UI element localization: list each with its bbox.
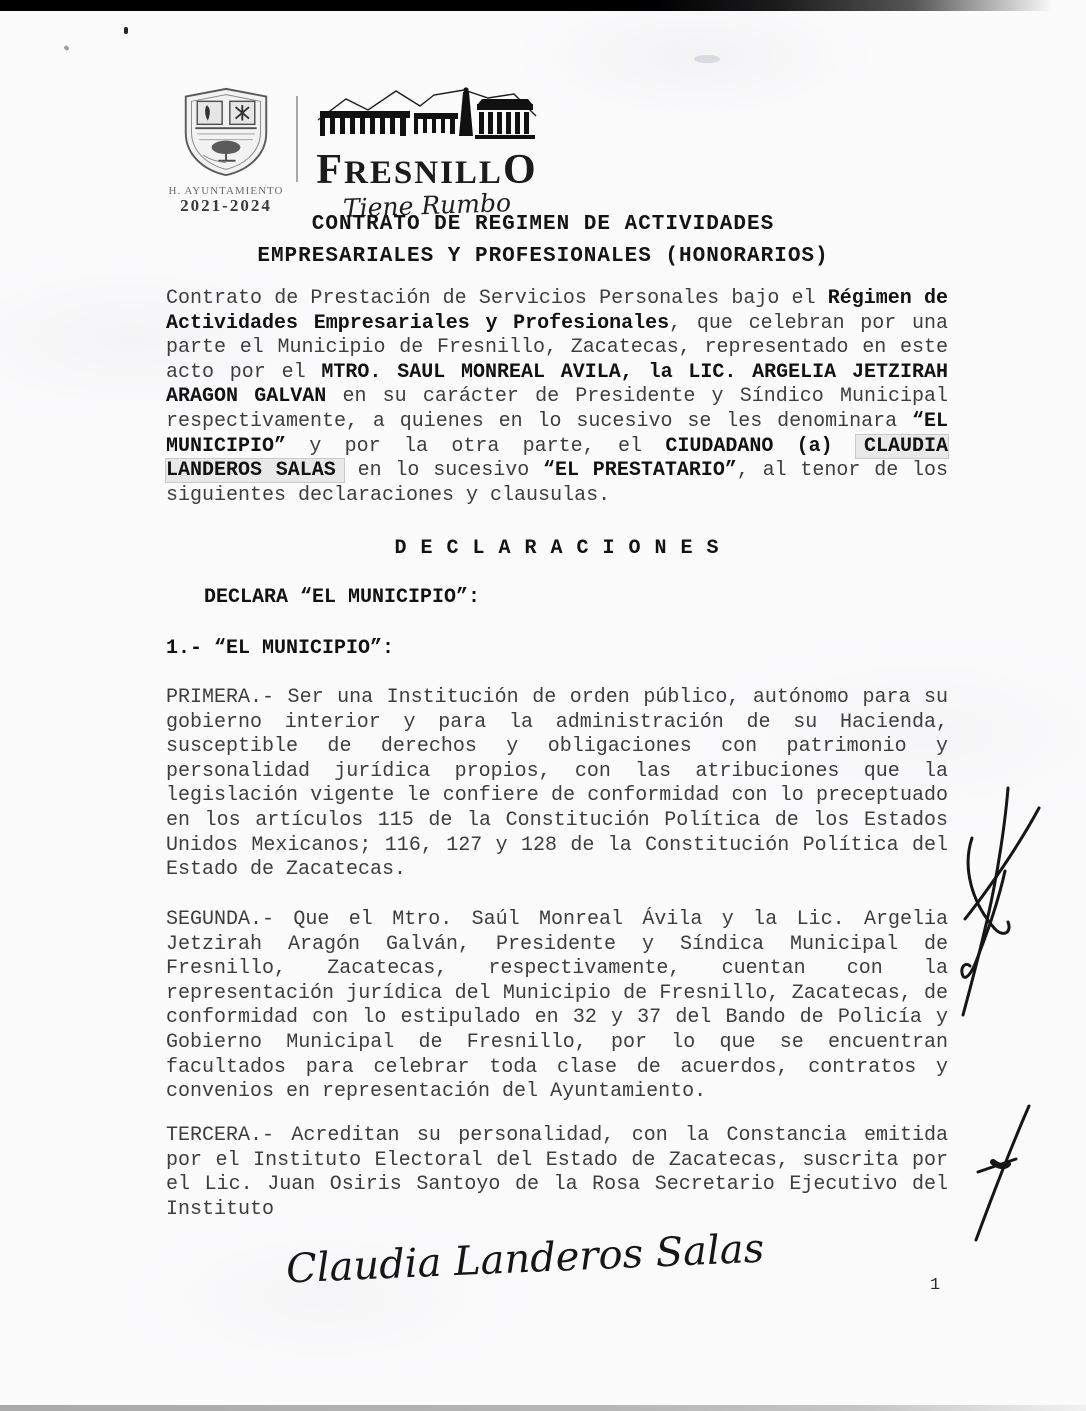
clause-tercera: TERCERA.- Acreditan su personalidad, con la Constancia emitida por el Instituto Electoral del Estado de Zacatecas, suscrita por el Lic. Juan Osiris Santoyo de la Rosa Secretario Ejecutivo del Instituto bbox=[166, 1124, 948, 1221]
item1-heading: 1.- “EL MUNICIPIO”: bbox=[166, 637, 395, 660]
text-run: , al tenor de los siguientes declaraciones y clausulas. bbox=[166, 459, 949, 507]
margin-initials-scribble-icon bbox=[953, 783, 1053, 1023]
fresnillo-wordmark bbox=[302, 149, 552, 191]
skyline-icon bbox=[316, 86, 538, 142]
bold-run: CIUDADANO (a) bbox=[665, 434, 856, 458]
wordmark-initial: F bbox=[316, 147, 345, 193]
text-run: , que celebran por una parte el Municipio de Fresnillo, Zacatecas, representado en este acto por el bbox=[166, 311, 948, 384]
clause-segunda: SEGUNDA.- Que el Mtro. Saúl Monreal Ávila y la Lic. Argelia Jetzirah Aragón Galván, Presidente y Síndica Municipal de Fresnillo, Zacatecas, respectivamente, cuentan con la representación jurídica del Municipio de Fresnillo, Zacatecas, de conformidad con lo estipulado en 32 y 37 del Bando de Policía y Gobierno Municipal de Fresnillo, por lo que se encuentran facultados para celebrar toda clase de acuerdos, contratos y convenios en representación del Ayuntamiento. bbox=[166, 908, 948, 1104]
crest-shield-icon bbox=[178, 86, 274, 178]
document-title-line2: EMPRESARIALES Y PROFESIONALES (HONORARIOS) bbox=[257, 245, 829, 268]
page-number: 1 bbox=[930, 1276, 941, 1295]
scan-artifact-bottom-band bbox=[0, 1405, 1086, 1411]
scan-speck bbox=[63, 45, 69, 51]
wordmark-final: O bbox=[502, 147, 538, 193]
logo-divider bbox=[296, 96, 298, 182]
declaraciones-heading: D E C L A R A C I O N E S bbox=[394, 537, 720, 560]
bold-run: “EL PRESTATARIO” bbox=[543, 459, 737, 483]
handwritten-signature: Claudia Landeros Salas bbox=[285, 1225, 766, 1293]
scan-artifact-top-band bbox=[0, 0, 1086, 11]
crest-caption: H. AYUNTAMIENTO bbox=[168, 185, 284, 197]
highlighted-name: CLAUDIA LANDEROS SALAS bbox=[166, 434, 948, 483]
scan-speck bbox=[124, 27, 128, 34]
bold-run: MTRO. SAUL MONREAL AVILA, la LIC. ARGELIA JETZIRAH ARAGON GALVAN bbox=[166, 360, 948, 409]
text-run: Contrato de Prestación de Servicios Personales bajo el bbox=[166, 287, 828, 310]
text-run: y por la otra parte, el bbox=[286, 434, 666, 458]
intro-paragraph bbox=[166, 287, 948, 508]
bold-run: Régimen de Actividades Empresariales y Profesionales bbox=[166, 287, 948, 335]
fresnillo-logo bbox=[302, 86, 552, 223]
document-title-line1: CONTRATO DE REGIMEN DE ACTIVIDADES bbox=[311, 213, 775, 236]
text-run: en lo sucesivo bbox=[343, 459, 544, 483]
clause-primera: PRIMERA.- Ser una Institución de orden público, autónomo para su gobierno interior y para la administración de su Hacienda, susceptible de derechos y obligaciones con patrimonio y personalidad jurídica propios, con las atribuciones que la legislación vigente le confiere de conformidad con lo preceptuado en los artículos 115 de la Constitución Política de los Estados Unidos Mexicanos; 116, 127 y 128 de la Constitución Política del Estado de Zacatecas. bbox=[166, 686, 948, 882]
text-run: en su carácter de Presidente y Síndico Municipal respectivamente, a quienes en lo sucesivo se les denominara bbox=[166, 385, 948, 433]
margin-slash-scribble-icon bbox=[963, 1098, 1043, 1248]
crest-years: 2021-2024 bbox=[180, 196, 272, 215]
municipal-crest bbox=[160, 86, 292, 216]
wordmark-middle: RESNILL bbox=[344, 155, 503, 191]
fresnillo-tagline: Tiene Rumbo bbox=[342, 188, 512, 223]
bold-run: “EL MUNICIPIO” bbox=[166, 409, 948, 458]
document-title bbox=[143, 209, 943, 273]
declara-subheading: DECLARA “EL MUNICIPIO”: bbox=[204, 586, 481, 609]
scan-smudge bbox=[694, 55, 720, 63]
